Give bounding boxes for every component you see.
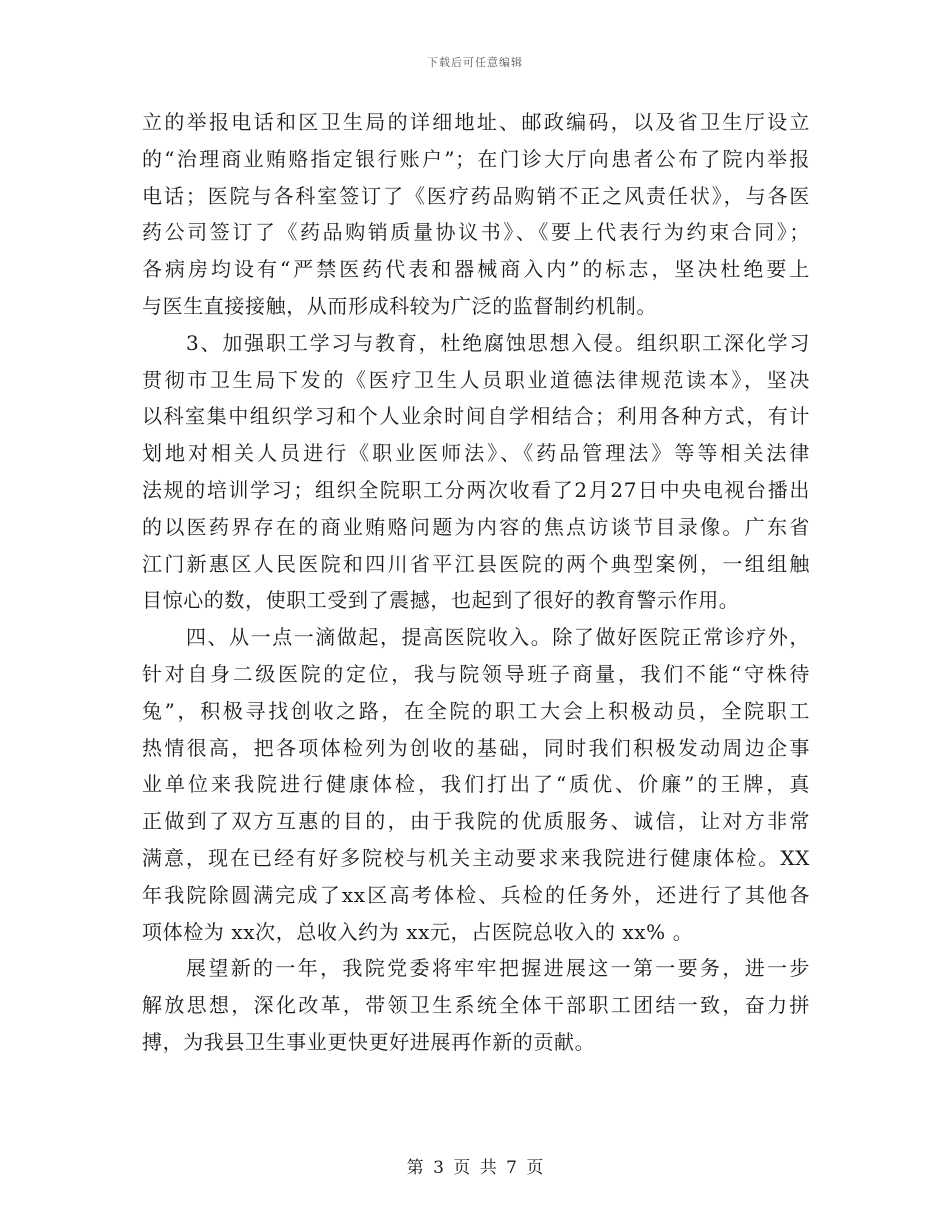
text-line: 项体检为 xx次，总收入约为 xx元，占医院总收入的 xx% 。 [142, 919, 694, 944]
text-line: 解放思想，深化改革，带领卫生系统全体干部职工团结一致，奋力拼 [142, 993, 810, 1018]
text-line: 的“治理商业贿赂指定银行账户”；在门诊大厅向患者公布了院内举报 [142, 146, 810, 171]
text-line: 展望新的一年，我院党委将牢牢把握进展这一第一要务，进一步 [186, 956, 810, 981]
text-line: 满意，现在已经有好多院校与机关主动要求来我院进行健康体检。XX [142, 845, 810, 870]
text-line: 搏，为我县卫生事业更快更好进展再作新的贡献。 [142, 1029, 596, 1054]
text-line: 正做到了双方互惠的目的，由于我院的优质服务、诚信，让对方非常 [142, 809, 810, 834]
text-line: 以科室集中组织学习和个人业余时间自学相结合；利用各种方式，有计 [142, 404, 810, 429]
text-line: 业单位来我院进行健康体检，我们打出了“质优、价廉”的王牌，真 [142, 772, 810, 797]
text-line: 四、从一点一滴做起，提高医院收入。除了做好医院正常诊疗外， [186, 625, 810, 650]
text-line: 兔”，积极寻找创收之路，在全院的职工大会上积极动员，全院职工 [142, 698, 810, 723]
text-line: 针对自身二级医院的定位，我与院领导班子商量，我们不能“守株待 [142, 661, 810, 686]
text-line: 各病房均设有“严禁医药代表和器械商入内”的标志，坚决杜绝要上 [142, 257, 810, 282]
text-line: 江门新惠区人民医院和四川省平江县医院的两个典型案例，一组组触 [142, 551, 810, 576]
text-line: 目惊心的数，使职工受到了震撼，也起到了很好的教育警示作用。 [142, 588, 740, 613]
text-line: 贯彻市卫生局下发的《医疗卫生人员职业道德法律规范读本》，坚决 [142, 367, 810, 392]
text-line: 热情很高，把各项体检列为创收的基础，同时我们积极发动周边企事 [142, 735, 810, 760]
text-line: 划地对相关人员进行《职业医师法》、《药品管理法》等等相关法律 [142, 441, 810, 466]
text-line: 药公司签订了《药品购销质量协议书》、《要上代表行为约束合同》； [142, 220, 810, 245]
text-line: 立的举报电话和区卫生局的详细地址、邮政编码，以及省卫生厅设立 [142, 110, 810, 134]
page-header: 下载后可任意编辑 [427, 56, 523, 69]
text-line: 法规的培训学习；组织全院职工分两次收看了2月27日中央电视台播出 [142, 477, 810, 502]
text-line: 与医生直接接触，从而形成科较为广泛的监督制约机制。 [142, 293, 657, 318]
page-footer: 第 3 页 共 7 页 [406, 1158, 544, 1178]
text-line: 电话；医院与各科室签订了《医疗药品购销不正之风责任状》，与各医 [142, 183, 810, 208]
document-body [142, 104, 810, 1061]
text-line: 年我院除圆满完成了xx区高考体检、兵检的任务外，还进行了其他各 [142, 882, 810, 907]
text-line: 的以医药界存在的商业贿赂问题为内容的焦点访谈节目录像。广东省 [142, 514, 810, 539]
text-line: 3、加强职工学习与教育，杜绝腐蚀思想入侵。组织职工深化学习 [186, 330, 810, 355]
